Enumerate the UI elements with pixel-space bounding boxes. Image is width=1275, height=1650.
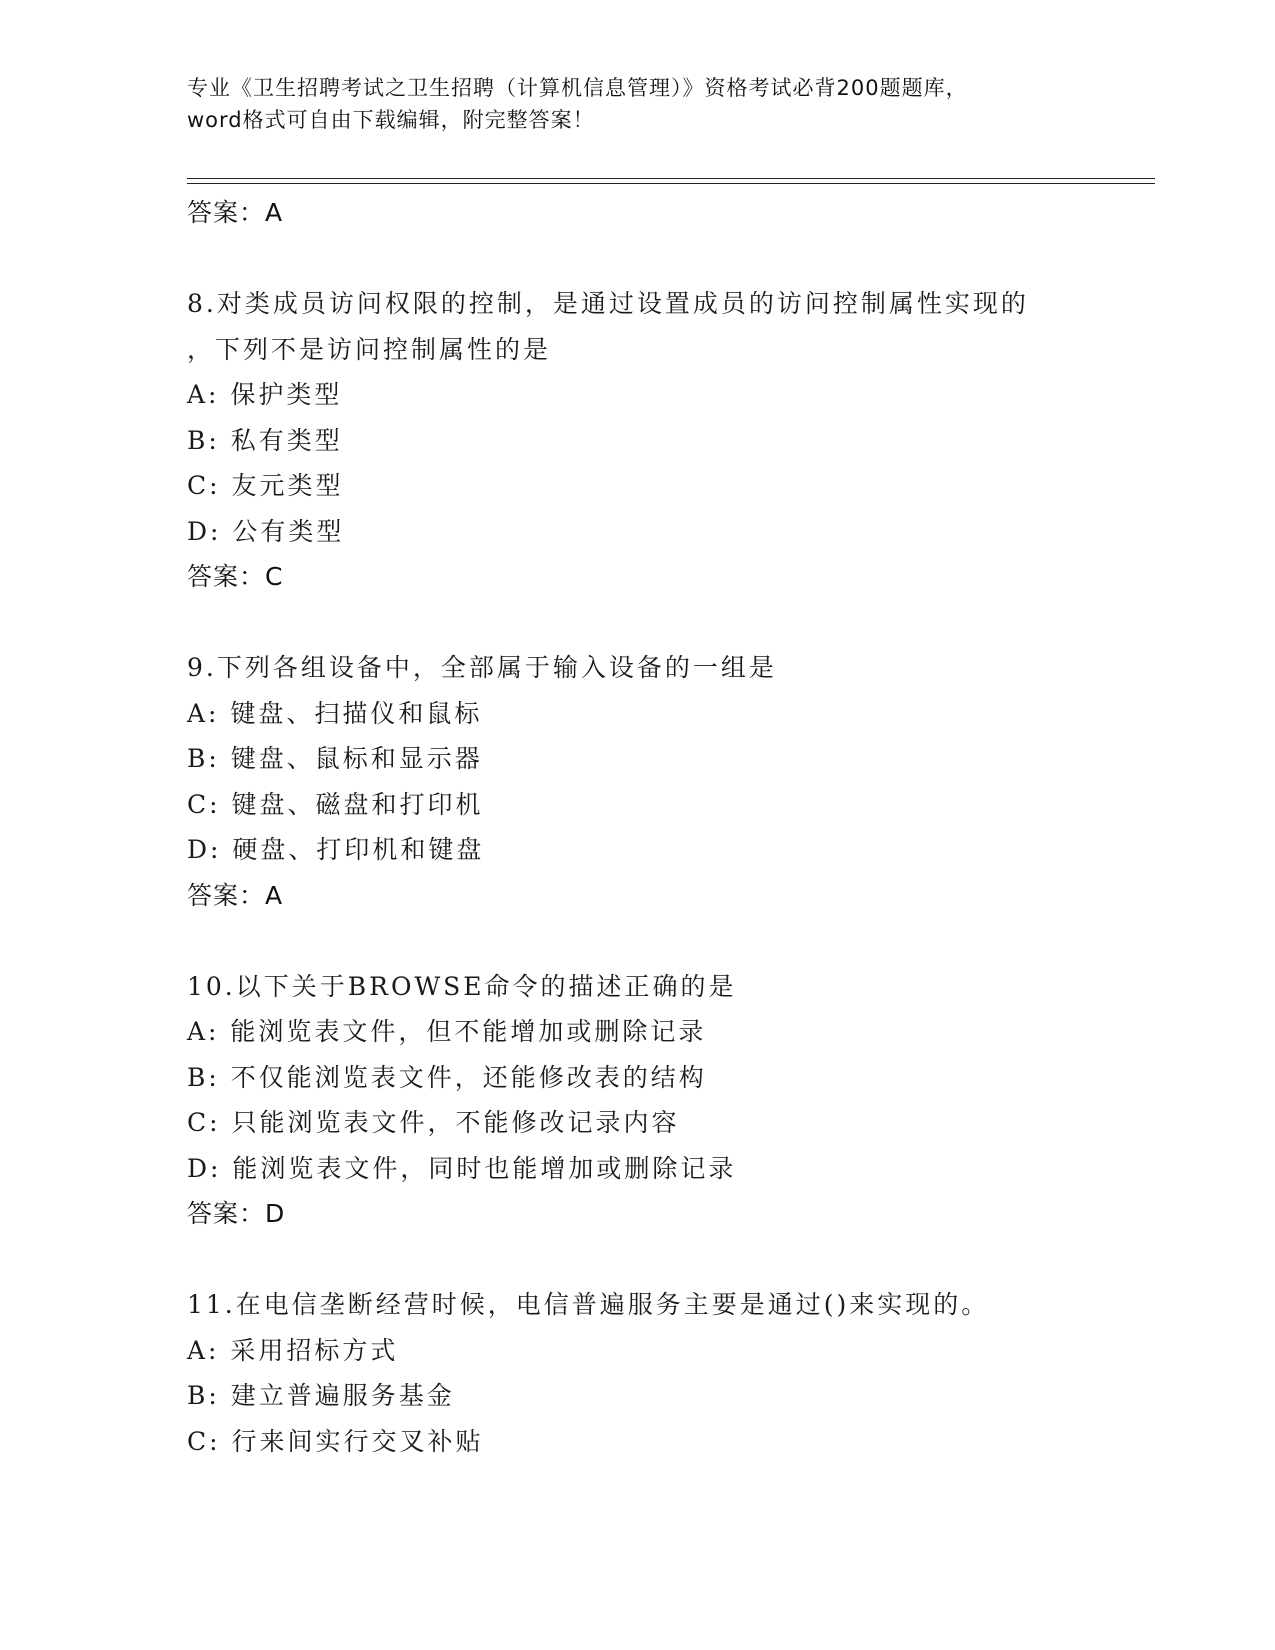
option-d: D: 硬盘、打印机和键盘	[187, 835, 485, 864]
question-10	[187, 964, 1147, 1237]
answer-line: 答案：D	[187, 1199, 286, 1228]
option-b: B: 键盘、鼠标和显示器	[187, 744, 483, 773]
option-a: A: 键盘、扫描仪和鼠标	[187, 698, 483, 728]
option-d: D: 公有类型	[187, 516, 345, 546]
question-8	[187, 281, 1147, 600]
header-divider-top	[187, 178, 1155, 179]
option-d: D: 能浏览表文件，同时也能增加或删除记录	[187, 1153, 737, 1183]
header-line-1: 专业《卫生招聘考试之卫生招聘（计算机信息管理）》资格考试必背200题题库，	[187, 76, 968, 100]
question-stem: 11.在电信垄断经营时候，电信普遍服务主要是通过()来实现的。	[187, 1290, 990, 1319]
option-a: A: 保护类型	[187, 380, 343, 409]
question-stem: 9.下列各组设备中，全部属于输入设备的一组是	[187, 653, 777, 682]
question-stem: 8.对类成员访问权限的控制，是通过设置成员的访问控制属性实现的	[187, 289, 1029, 318]
option-b: B: 私有类型	[187, 425, 343, 455]
option-b: B: 不仅能浏览表文件，还能修改表的结构	[187, 1062, 707, 1092]
option-c: C: 友元类型	[187, 471, 344, 500]
header-divider-bottom	[187, 183, 1155, 184]
option-b: B: 建立普遍服务基金	[187, 1381, 455, 1410]
question-list	[187, 190, 1147, 1464]
answer-line: 答案：A	[187, 198, 284, 227]
header-line-2: word格式可自由下载编辑，附完整答案！	[187, 108, 595, 132]
question-stem: 10.以下关于BROWSE命令的描述正确的是	[187, 971, 737, 1001]
option-c: C: 键盘、磁盘和打印机	[187, 789, 484, 819]
question-11	[187, 1282, 1147, 1464]
document-header	[187, 72, 1087, 136]
answer-line: 答案：C	[187, 562, 284, 591]
option-c: C: 行来间实行交叉补贴	[187, 1426, 484, 1456]
option-a: A: 能浏览表文件，但不能增加或删除记录	[187, 1017, 707, 1046]
option-c: C: 只能浏览表文件，不能修改记录内容	[187, 1108, 680, 1137]
question-stem-continued: ，下列不是访问控制属性的是	[187, 334, 552, 364]
answer-line: 答案：A	[187, 880, 284, 910]
question-9	[187, 645, 1147, 918]
option-a: A: 采用招标方式	[187, 1335, 399, 1365]
